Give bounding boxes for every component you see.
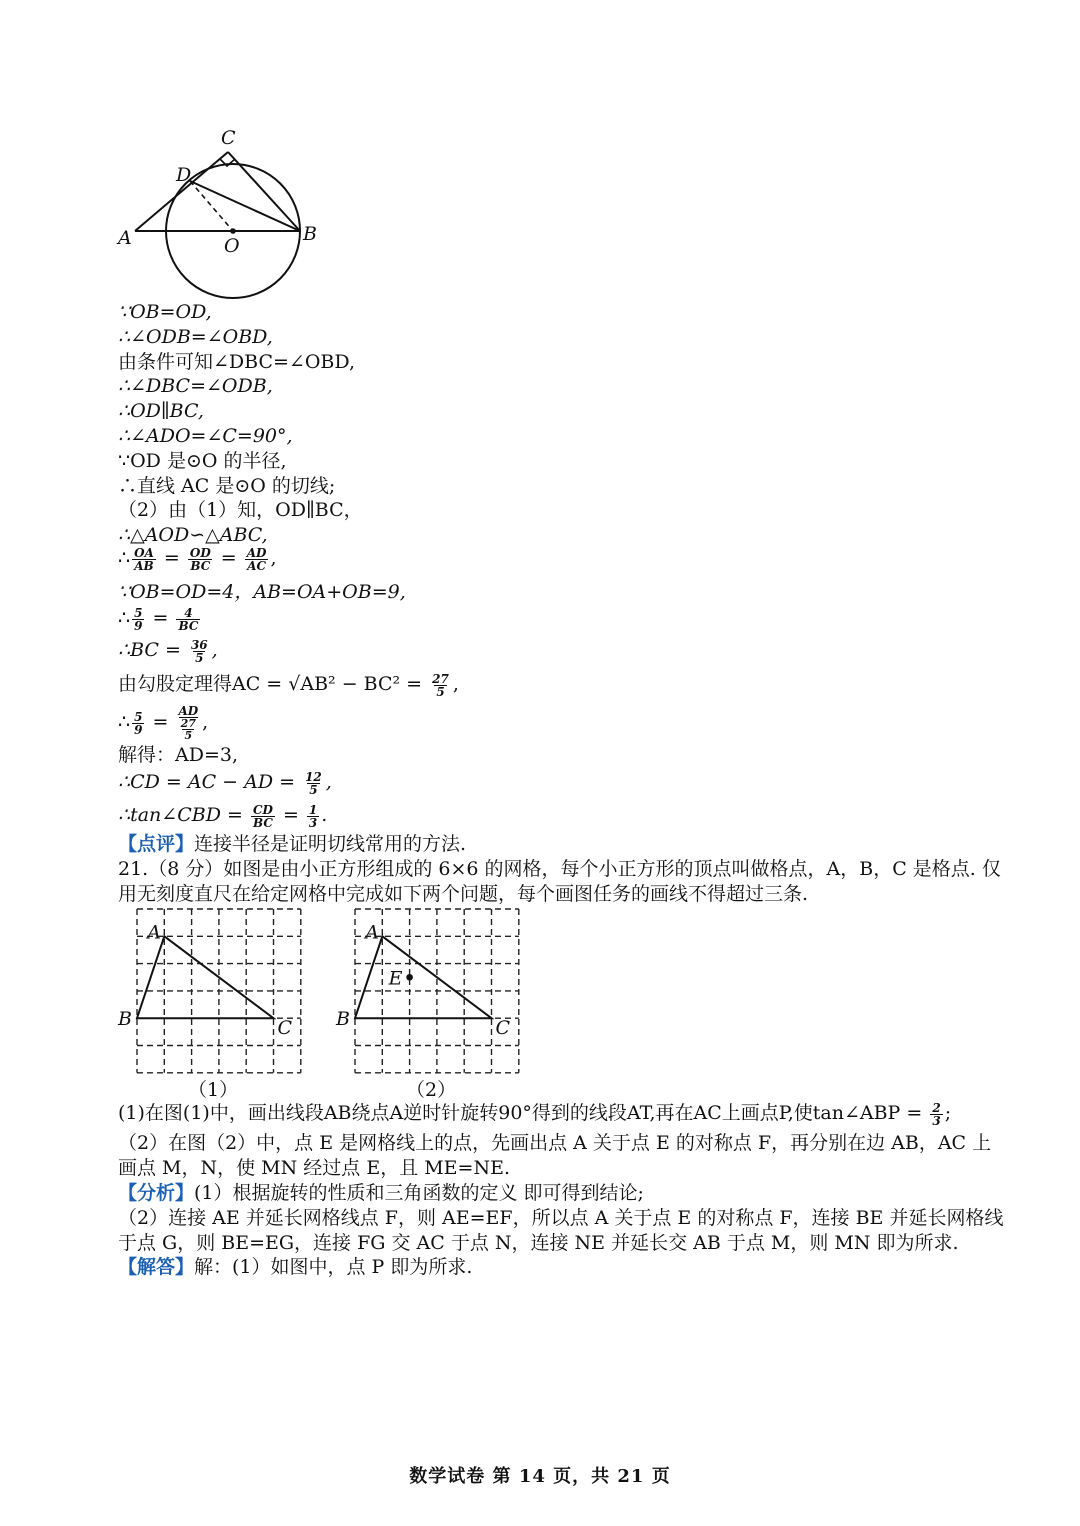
fraction-num: 2 bbox=[932, 1100, 941, 1115]
center-point-o bbox=[230, 228, 236, 234]
fraction bbox=[430, 673, 451, 698]
fraction-num: 27 bbox=[180, 717, 196, 730]
analysis-line: （2）连接 AE 并延长网格线点 F，则 AE=EF，所以点 A 关于点 E 的对称点 F，连接 BE 并延长网格线 bbox=[118, 1207, 1004, 1229]
label-b: B bbox=[118, 1008, 132, 1031]
fraction bbox=[307, 804, 319, 829]
fraction-num: AD bbox=[246, 545, 267, 560]
prefix: ∴ bbox=[118, 607, 131, 629]
triangle-abc bbox=[355, 936, 492, 1018]
analysis-tag: 【分析】 bbox=[118, 1182, 195, 1204]
label-e: E bbox=[388, 967, 403, 990]
prefix: ∴CD = AC − AD = bbox=[118, 771, 296, 793]
proof-line: ∴∠ODB=∠OBD, bbox=[118, 326, 273, 348]
proof-line: ∴△AOD∽△ABC, bbox=[118, 524, 268, 546]
fraction bbox=[245, 547, 269, 572]
analysis-line: 于点 G，则 BE=EG，连接 FG 交 AC 于点 N，连接 NE 并延长交 AB 于点 M，则 MN 即为所求. bbox=[118, 1232, 959, 1254]
fraction-den: 5 bbox=[436, 684, 445, 699]
nested-fraction bbox=[181, 718, 196, 741]
triangle-abc bbox=[137, 936, 274, 1018]
proof-line-fractions: ∴ $\frac{5}{9}$ = $\frac{AD}{\frac{27}{5}}$ , bbox=[118, 704, 209, 742]
fraction-num: 4 bbox=[184, 605, 193, 620]
fraction bbox=[132, 711, 144, 736]
proof-line: ∵OB=OD, bbox=[118, 301, 212, 323]
proof-line: ∴OD∥BC, bbox=[118, 400, 204, 422]
proof-line-fractions: ∴BC = $\frac{36}{5}$ , bbox=[118, 637, 218, 665]
segment-cb bbox=[228, 152, 300, 231]
solution-line bbox=[118, 1255, 472, 1279]
fraction bbox=[176, 607, 200, 632]
fraction bbox=[132, 607, 144, 632]
proof-line: ∵OD 是⊙O 的半径, bbox=[118, 450, 287, 472]
label-c: C bbox=[221, 127, 236, 149]
grid-figure-2 bbox=[338, 895, 538, 1075]
fraction-den: BC bbox=[178, 618, 199, 633]
label-o: O bbox=[224, 235, 240, 257]
fraction-den: BC bbox=[252, 815, 273, 830]
fraction-den: 9 bbox=[134, 618, 143, 633]
fraction-num: 36 bbox=[190, 637, 208, 652]
fraction-den bbox=[179, 717, 198, 741]
label-c: C bbox=[277, 1017, 293, 1040]
question-part-2: 画点 M，N，使 MN 经过点 E，且 ME=NE. bbox=[118, 1157, 511, 1179]
label-a: A bbox=[365, 921, 380, 944]
segment-od-dashed bbox=[190, 181, 233, 231]
comment-text: 连接半径是证明切线常用的方法. bbox=[194, 833, 467, 855]
circle-tangent-figure bbox=[0, 0, 1080, 310]
proof-line: ∵OB=OD=4，AB=OA+OB=9, bbox=[118, 581, 406, 603]
fraction-den: BC bbox=[190, 558, 211, 573]
fraction-num: AD bbox=[178, 704, 199, 718]
prefix: ∴tan∠CBD = bbox=[118, 804, 243, 826]
fraction bbox=[188, 547, 213, 572]
prefix: ∴ bbox=[118, 547, 131, 569]
label-a: A bbox=[147, 921, 162, 944]
proof-line: （2）由（1）知，OD∥BC， bbox=[118, 499, 363, 521]
prefix: ∴ bbox=[118, 711, 131, 733]
proof-line-fractions: ∴ $\frac{OA}{AB}$ = $\frac{OD}{BC}$ = $\frac{AD}{AC}$ , bbox=[118, 545, 277, 573]
prefix: 由勾股定理得AC = √AB² − BC² = bbox=[118, 673, 423, 695]
fraction-den: 5 bbox=[184, 729, 193, 742]
figure-caption-1: （1） bbox=[188, 1079, 239, 1101]
fraction-num: OA bbox=[134, 545, 154, 560]
question-line: 21.（8 分）如图是由小正方形组成的 6×6 的网格，每个小正方形的顶点叫做格点，A，B，C 是格点. 仅 bbox=[118, 858, 1001, 880]
label-b: B bbox=[303, 223, 317, 245]
fraction-den: 5 bbox=[309, 782, 318, 797]
question-part-1 bbox=[118, 1101, 951, 1127]
proof-line-fractions: ∴ $\frac{5}{9}$ = $\frac{4}{BC}$ bbox=[118, 605, 199, 633]
fraction bbox=[176, 705, 200, 741]
analysis-line bbox=[118, 1181, 644, 1205]
proof-line-fractions: ∴tan∠CBD = $\frac{CD}{BC}$ = $\frac{1}{3}$ . bbox=[118, 802, 328, 830]
fraction-num: 12 bbox=[305, 769, 322, 784]
question-line: 用无刻度直尺在给定网格中完成如下两个问题，每个画图任务的画线不得超过三条. bbox=[118, 883, 809, 905]
page-footer: 数学试卷 第 14 页，共 21 页 bbox=[409, 1466, 671, 1487]
label-a: A bbox=[118, 227, 132, 249]
fraction bbox=[251, 804, 275, 829]
grid-figure-1 bbox=[120, 895, 320, 1075]
fraction-num: 5 bbox=[134, 709, 143, 724]
prefix: ∴BC = bbox=[118, 639, 181, 661]
proof-line: ∴∠ADO=∠C=90°, bbox=[118, 425, 293, 447]
proof-line-fractions: 由勾股定理得AC = √AB² − BC² = $\frac{27}{5}$ , bbox=[118, 671, 459, 699]
label-d: D bbox=[176, 164, 192, 186]
question-part-2: （2）在图（2）中，点 E 是网格线上的点，先画出点 A 关于点 E 的对称点 F，再分别在边 AB，AC 上 bbox=[118, 1132, 992, 1154]
comment-tag: 【点评】 bbox=[118, 833, 195, 855]
fraction-den: 3 bbox=[308, 815, 318, 830]
fraction-num: 1 bbox=[308, 802, 318, 817]
part1-suffix: ; bbox=[944, 1102, 952, 1124]
fraction-den: AB bbox=[134, 558, 154, 573]
fraction-num: 5 bbox=[134, 605, 143, 620]
proof-line-fractions: ∴CD = AC − AD = $\frac{12}{5}$ , bbox=[118, 769, 332, 797]
solution-text: 解：(1）如图中，点 P 即为所求. bbox=[194, 1256, 473, 1278]
fraction-num: CD bbox=[252, 802, 273, 817]
label-b: B bbox=[336, 1008, 350, 1031]
proof-line: 解得：AD=3, bbox=[118, 744, 239, 766]
fraction-den: 9 bbox=[134, 722, 143, 737]
fraction-num: OD bbox=[189, 545, 211, 560]
fraction bbox=[303, 771, 324, 796]
fraction-den: 5 bbox=[195, 650, 204, 665]
fraction-den: 3 bbox=[932, 1113, 941, 1128]
point-e bbox=[406, 974, 413, 981]
fraction-den: AC bbox=[247, 558, 267, 573]
fraction bbox=[132, 547, 156, 572]
part1-text: (1)在图(1)中，画出线段AB绕点A逆时针旋转90°得到的线段AT,再在AC上画点P,使tan∠ABP = bbox=[118, 1102, 923, 1124]
solution-tag: 【解答】 bbox=[118, 1256, 195, 1278]
comment-line bbox=[118, 832, 466, 856]
analysis-text: (1）根据旋转的性质和三角函数的定义 即可得到结论; bbox=[194, 1182, 644, 1204]
fraction bbox=[189, 639, 210, 664]
proof-line: ∴∠DBC=∠ODB, bbox=[118, 375, 273, 397]
fraction bbox=[930, 1102, 942, 1127]
figure-caption-2: （2） bbox=[406, 1079, 457, 1101]
fraction-num: 27 bbox=[432, 671, 449, 686]
label-c: C bbox=[495, 1017, 511, 1040]
proof-line: ∴直线 AC 是⊙O 的切线; bbox=[118, 475, 336, 497]
proof-line: 由条件可知∠DBC=∠OBD, bbox=[118, 351, 355, 373]
